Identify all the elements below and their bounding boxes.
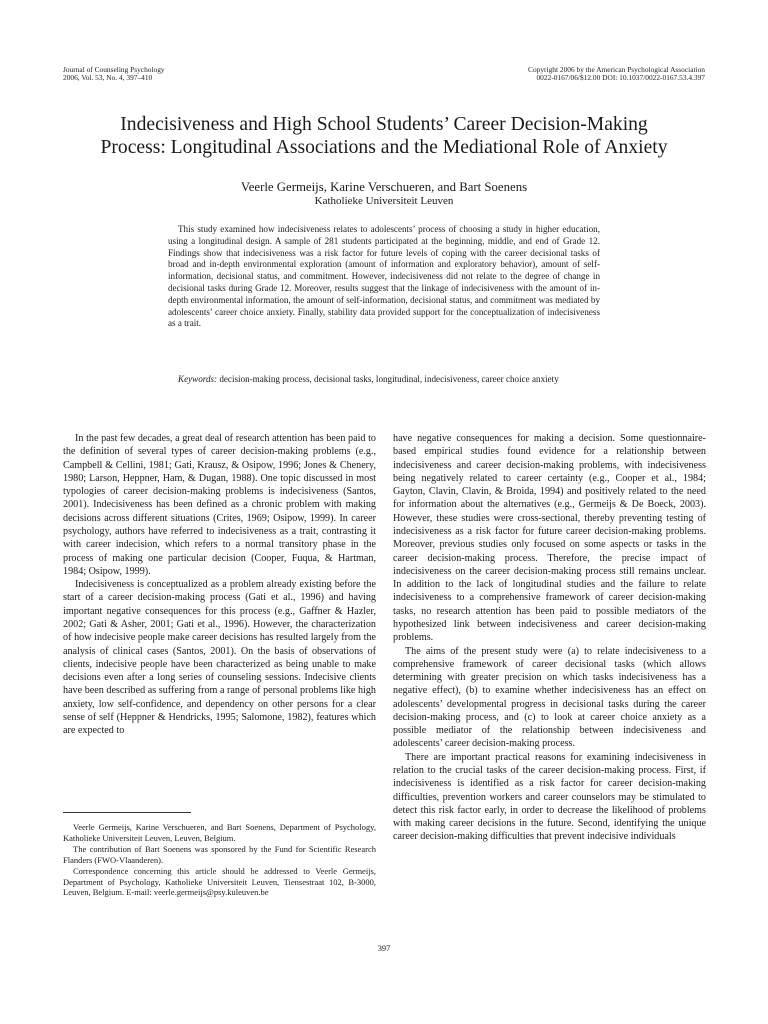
body-paragraph: have negative consequences for making a decision. Some questionnaire-based empirical studies found evidence for a relationship between indecisiveness and career decision-making problems, with indecisiveness being negatively related to career certainty (e.g., Cooper et al., 1984; Gayton, Clavin, Clavin, & Broida, 1994) and positively related to the need for information about the alternatives (e.g., Germeijs & De Boeck, 2003). However, these studies were cross-sectional, thereby preventing testing of indecisiveness as a risk factor for future career decision-making problems. Moreover, previous studies only focused on some aspects or tasks in the career decision-making process. Therefore, the precise impact of indecisiveness on the career decision-making process still remains unclear. In addition to the lack of longitudinal studies and the failure to relate indecisiveness to a comprehensive framework of career decision-making tasks, no research attention has been paid to possible mediators of the hypothesized link between indecisiveness and career decision-making problems. xyxy=(393,433,706,644)
title-line-2: Process: Longitudinal Associations and the Mediational Role of Anxiety xyxy=(100,137,668,158)
author-list: Veerle Germeijs, Karine Verschueren, and Bart Soenens xyxy=(240,180,528,194)
footnote: Veerle Germeijs, Karine Verschueren, and Bart Soenens, Department of Psychology, Katholieke Universiteit Leuven, Leuven, Belgium. xyxy=(63,822,376,843)
journal-name: Journal of Counseling Psychology xyxy=(63,65,165,74)
abstract-text: This study examined how indecisiveness relates to adolescents’ process of choosing a study in higher education, using a longitudinal design. A sample of 281 students participated at the beginning, middle, and end of Grade 12. Findings show that indecisiveness was a risk factor for future levels of coping with the career decisional tasks of broad and in-depth environmental exploration (amount of information and exploratory behavior), amount of self-information, decisional status, and commitment. However, indecisiveness did not relate to the degree of change in decisional tasks during Grade 12. Moreover, results suggest that the linkage of indecisiveness with the amount of in-depth environmental information, the amount of self-information, decisional status, and commitment was mediated by adolescents’ career choice anxiety. Finally, stability data provided support for the conceptualization of indecisiveness as a trait. xyxy=(168,224,600,329)
copyright-header xyxy=(528,66,705,83)
keywords-label: Keywords: xyxy=(178,374,218,384)
abstract xyxy=(168,224,600,330)
footnote: Correspondence concerning this article should be addressed to Veerle Germeijs, Department of Psychology, Katholieke Universiteit Leuven, Tiensestraat 102, B-3000, Leuven, Belgium. E-mail: veerle.germeijs@psy.kuleuven.be xyxy=(63,865,376,898)
footnote: The contribution of Bart Soenens was sponsored by the Fund for Scientific Research Flanders (FWO-Vlaanderen). xyxy=(63,843,376,865)
body-paragraph: There are important practical reasons for examining indecisiveness in relation to the crucial tasks of the career decision-making process. First, if indecisiveness is identified as a risk factor for career decision-making difficulties, prevention workers and career counselors may be stimulated to detect this risk factor early, in order to decrease the likelihood of problems with making career decisions in the future. Second, identifying the unique career decision-making difficulties that prevent indecisive individuals xyxy=(393,751,706,843)
body-column-right xyxy=(393,432,706,844)
body-paragraph: Indecisiveness is conceptualized as a problem already existing before the start of a career decision-making process (Gati et al., 1996) and having important negative consequences for this process (e.g., Gaffner & Hazler, 2002; Gati & Asher, 2001; Gati et al., 1996). However, the characterization of how indecisive people make career decisions has resulted largely from the analysis of clinical cases (Santos, 2001). On the basis of observations of clients, indecisive people have been characterized as being unable to make decisions even after a long series of counseling sessions. Indecisive clients have been described as suffering from a range of personal problems like high anxiety, low self-confidence, and dependency on other persons for a clear sense of self (Heppner & Hendricks, 1995; Salomone, 1982), features which are expected to xyxy=(63,579,376,737)
author-affiliation: Katholieke Universiteit Leuven xyxy=(314,195,454,207)
journal-header xyxy=(63,66,165,83)
copyright-line: Copyright 2006 by the American Psychological Association xyxy=(528,65,705,74)
article-title xyxy=(40,113,728,159)
footnote-divider xyxy=(63,812,191,813)
body-paragraph: In the past few decades, a great deal of research attention has been paid to the definition of several types of career decision-making problems (e.g., Campbell & Cellini, 1981; Gati, Krausz, & Osipow, 1996; Jones & Chenery, 1980; Larson, Heppner, Ham, & Dugan, 1988). One topic discussed in most typologies of career decision-making problems is indecisiveness (Santos, 2001). Indecisiveness has been defined as a chronic problem with making decisions across different situations (Crites, 1969; Osipow, 1999). In career psychology, authors have referred to indecisiveness as a trait, contrasting it with career indecision, which refers to a normal transitory phase in the process of making one particular decision (Cooper, Fuqua, & Hartman, 1984; Osipow, 1999). xyxy=(63,433,376,577)
author-note xyxy=(63,822,376,898)
page-number: 397 xyxy=(377,944,391,953)
journal-volume: 2006, Vol. 53, No. 4, 397–410 xyxy=(63,73,153,83)
title-line-1: Indecisiveness and High School Students’ Career Decision-Making xyxy=(120,114,648,135)
keywords xyxy=(168,374,600,386)
body-column-left xyxy=(63,432,376,737)
keywords-text: decision-making process, decisional tasks, longitudinal, indecisiveness, career choice anxiety xyxy=(217,374,559,384)
body-paragraph: The aims of the present study were (a) to relate indecisiveness to a comprehensive framework of career decisional tasks (which allows determining with greater precision on which tasks indecisiveness has a negative effect), (b) to examine whether indecisiveness has an effect on adolescents’ developmental progress in decisional tasks during the career decision-making process, and (c) to look at career choice anxiety as a possible mediator of the relationship between indecisiveness and adolescents’ career decision-making process. xyxy=(393,645,706,750)
doi-line: 0022-0167/06/$12.00 DOI: 10.1037/0022-0167.53.4.397 xyxy=(536,73,705,83)
